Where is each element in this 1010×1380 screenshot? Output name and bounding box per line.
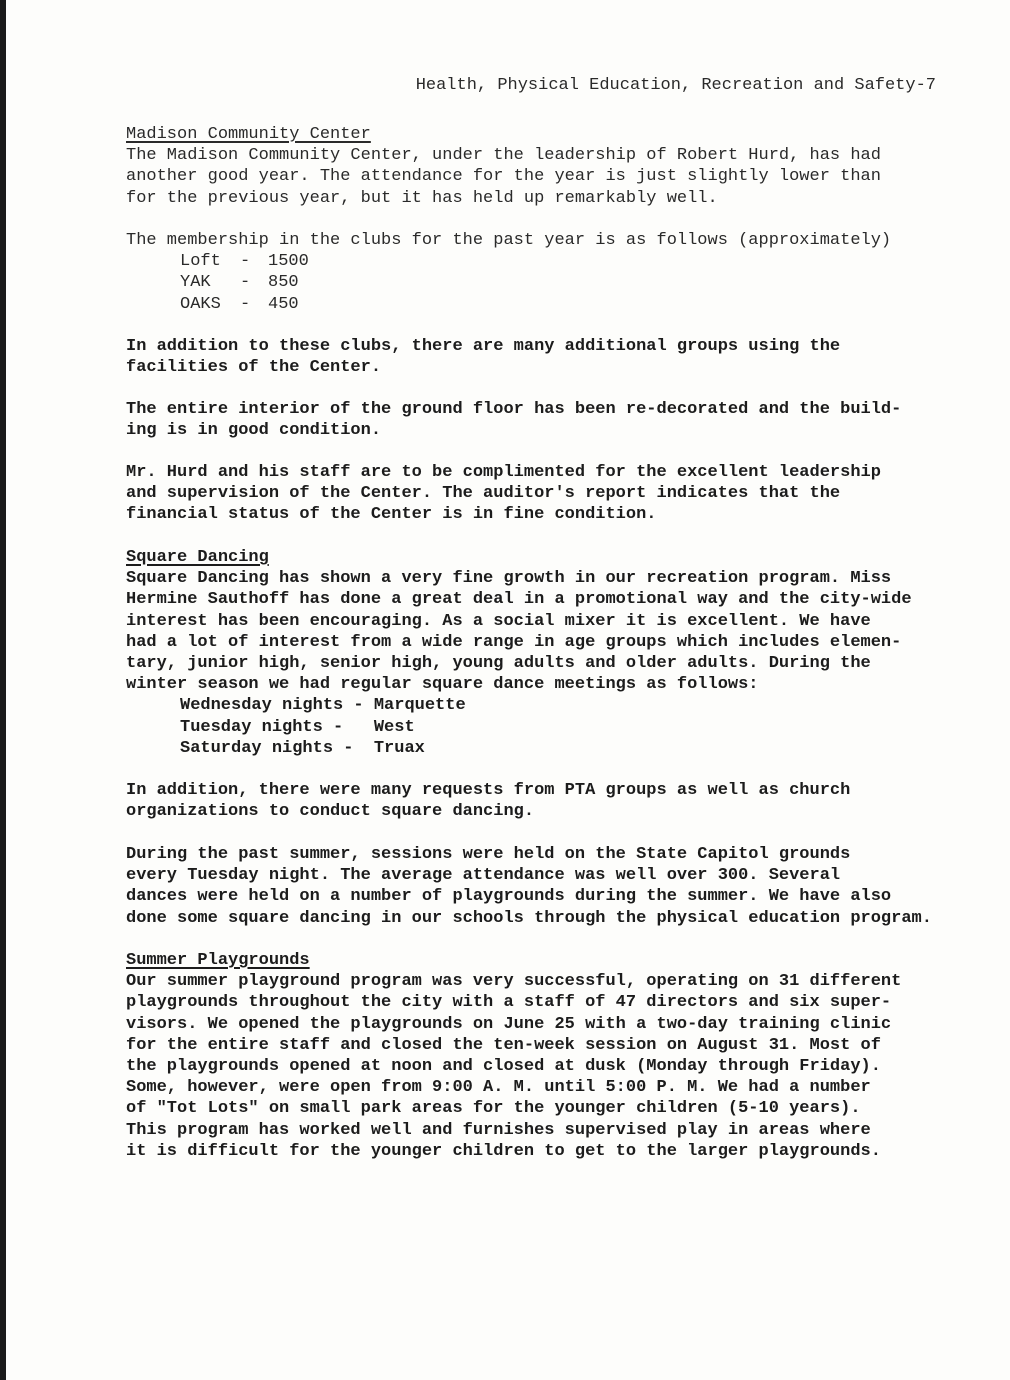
section-square-dancing bbox=[126, 547, 946, 759]
text-line: In addition to these clubs, there are many additional groups using the bbox=[126, 337, 841, 356]
paragraph-pta bbox=[126, 780, 946, 822]
section-heading: Summer Playgrounds bbox=[126, 951, 310, 970]
text-line: The entire interior of the ground floor has been re-decorated and the build- bbox=[126, 400, 902, 419]
meeting-place: Marquette bbox=[373, 696, 466, 716]
club-name: Loft bbox=[180, 252, 221, 272]
club-count: 850 bbox=[268, 273, 299, 293]
text-line: Our summer playground program was very successful, operating on 31 different bbox=[126, 972, 902, 992]
text-line: visors. We opened the playgrounds on June 25 with a two-day training clinic bbox=[126, 1014, 892, 1034]
club-sep: - bbox=[240, 294, 251, 314]
meeting-row: Saturday nights - Truax bbox=[180, 738, 425, 758]
membership-intro: The membership in the clubs for the past year is as follows (approximately) bbox=[126, 231, 892, 250]
text-line: playgrounds throughout the city with a staff of 47 directors and six super- bbox=[126, 993, 892, 1013]
club-name: YAK bbox=[180, 273, 211, 293]
text-line: Hermine Sauthoff has done a great deal in a promotional way and the city-wide bbox=[126, 590, 912, 610]
club-row bbox=[126, 294, 946, 315]
text-line: ing is in good condition. bbox=[126, 421, 382, 441]
page-header: Health, Physical Education, Recreation and Safety-7 bbox=[415, 76, 936, 95]
text-line: and supervision of the Center. The auditor's report indicates that the bbox=[126, 484, 841, 504]
text-line: facilities of the Center. bbox=[126, 358, 382, 378]
paragraph-groups bbox=[126, 336, 946, 378]
section-summer-playgrounds bbox=[126, 950, 946, 1162]
text-line: dances were held on a number of playgrounds during the summer. We have also bbox=[126, 887, 892, 907]
text-line: every Tuesday night. The average attendance was well over 300. Several bbox=[126, 866, 841, 886]
text-line: During the past summer, sessions were held on the State Capitol grounds bbox=[126, 845, 851, 864]
text-line: done some square dancing in our schools through the physical education program. bbox=[126, 908, 932, 928]
membership-block bbox=[126, 230, 946, 315]
club-row bbox=[126, 272, 946, 293]
text-line: interest has been encouraging. As a social mixer it is excellent. We have bbox=[126, 611, 871, 631]
section-madison bbox=[126, 124, 946, 209]
text-line: had a lot of interest from a wide range in age groups which includes elemen- bbox=[126, 632, 902, 652]
meeting-row: Tuesday nights - West bbox=[180, 717, 415, 737]
meeting-night: Saturday nights bbox=[180, 738, 334, 758]
text-line: financial status of the Center is in fine condition. bbox=[126, 505, 657, 525]
meeting-place: Truax bbox=[373, 738, 425, 758]
club-sep: - bbox=[240, 252, 251, 272]
club-name: OAKS bbox=[180, 294, 221, 314]
text-line: In addition, there were many requests from PTA groups as well as church bbox=[126, 781, 851, 800]
text-line: Some, however, were open from 9:00 A. M. until 5:00 P. M. We had a number bbox=[126, 1078, 871, 1098]
club-count: 450 bbox=[268, 294, 299, 314]
text-line: The Madison Community Center, under the leadership of Robert Hurd, has had bbox=[126, 146, 881, 166]
text-line: the playgrounds opened at noon and closed at dusk (Monday through Friday). bbox=[126, 1056, 881, 1076]
meeting-night: Tuesday nights bbox=[180, 717, 323, 737]
text-line: another good year. The attendance for the year is just slightly lower than bbox=[126, 167, 881, 187]
text-line: of "Tot Lots" on small park areas for the younger children (5-10 years). bbox=[126, 1099, 861, 1119]
text-line: tary, junior high, senior high, young adults and older adults. During the bbox=[126, 653, 871, 673]
text-line: This program has worked well and furnishes supervised play in areas where bbox=[126, 1120, 871, 1140]
paragraph-summer bbox=[126, 844, 946, 929]
paragraph-hurd bbox=[126, 462, 946, 526]
paragraph-interior bbox=[126, 399, 946, 441]
section-heading: Square Dancing bbox=[126, 548, 269, 567]
meeting-night: Wednesday nights bbox=[180, 696, 344, 716]
club-row bbox=[126, 251, 946, 272]
text-line: Square Dancing has shown a very fine growth in our recreation program. Miss bbox=[126, 569, 892, 589]
text-line: organizations to conduct square dancing. bbox=[126, 802, 535, 822]
meeting-row: Wednesday nights - Marquette bbox=[180, 696, 466, 716]
text-line: winter season we had regular square dance meetings as follows: bbox=[126, 675, 759, 695]
text-line: it is difficult for the younger children to get to the larger playgrounds. bbox=[126, 1141, 881, 1161]
club-count: 1500 bbox=[268, 252, 309, 272]
meeting-place: West bbox=[373, 717, 415, 737]
text-line: Mr. Hurd and his staff are to be complimented for the excellent leadership bbox=[126, 463, 881, 482]
text-line: for the entire staff and closed the ten-week session on August 31. Most of bbox=[126, 1035, 881, 1055]
text-line: for the previous year, but it has held up remarkably well. bbox=[126, 188, 718, 208]
section-heading: Madison Community Center bbox=[126, 125, 371, 144]
club-sep: - bbox=[240, 273, 251, 293]
